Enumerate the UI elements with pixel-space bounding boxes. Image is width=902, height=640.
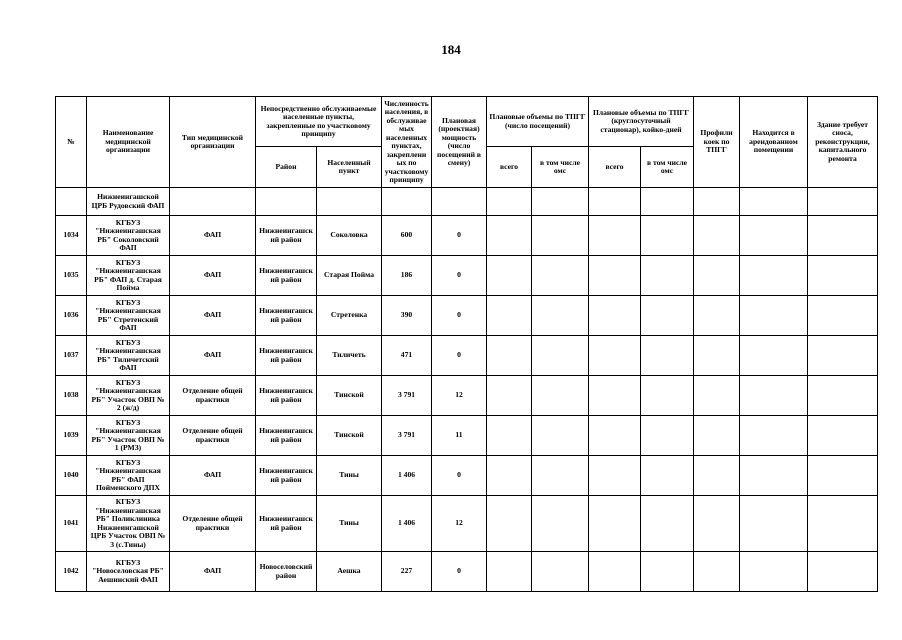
empty-cell bbox=[808, 336, 878, 376]
empty-cell bbox=[740, 256, 808, 296]
empty-cell bbox=[808, 216, 878, 256]
district: Нижнеингашский район bbox=[256, 456, 317, 496]
empty-cell bbox=[641, 496, 694, 552]
table-row bbox=[56, 552, 878, 592]
org-name: Нижнеингашской ЦРБ Рудовский ФАП bbox=[87, 188, 170, 216]
empty-cell bbox=[589, 336, 641, 376]
empty-cell bbox=[694, 296, 740, 336]
row-number: 1035 bbox=[56, 256, 87, 296]
empty-cell bbox=[808, 416, 878, 456]
empty-cell bbox=[641, 416, 694, 456]
empty-cell bbox=[694, 256, 740, 296]
empty-cell bbox=[589, 376, 641, 416]
org-type: Отделение общей практики bbox=[170, 376, 256, 416]
empty-cell bbox=[808, 296, 878, 336]
org-name: КГБУЗ "Нижнеингашская РБ" ФАП Пойменского ДПХ bbox=[87, 456, 170, 496]
header-rented: Находится в арендованном помещении bbox=[740, 97, 808, 188]
settlement: Тины bbox=[317, 456, 382, 496]
empty-cell bbox=[740, 416, 808, 456]
empty-cell bbox=[487, 416, 532, 456]
empty-cell bbox=[641, 456, 694, 496]
empty-cell bbox=[808, 256, 878, 296]
header-district: Район bbox=[256, 147, 317, 188]
row-number: 1034 bbox=[56, 216, 87, 256]
org-name: КГБУЗ "Нижнеингашская РБ" Поликлиника Нижнеингашской ЦРБ Участок ОВП № 3 (с.Тины) bbox=[87, 496, 170, 552]
table-row bbox=[56, 336, 878, 376]
table-row bbox=[56, 376, 878, 416]
empty-cell bbox=[641, 552, 694, 592]
population: 600 bbox=[382, 216, 432, 256]
population: 390 bbox=[382, 296, 432, 336]
empty-cell bbox=[487, 216, 532, 256]
org-name: КГБУЗ "Нижнеингашская РБ" Стретенский ФАП bbox=[87, 296, 170, 336]
capacity: 0 bbox=[432, 456, 487, 496]
settlement: Старая Пойма bbox=[317, 256, 382, 296]
district: Нижнеингашский район bbox=[256, 216, 317, 256]
empty-cell bbox=[641, 336, 694, 376]
row-number: 1037 bbox=[56, 336, 87, 376]
settlement: Аешка bbox=[317, 552, 382, 592]
empty-cell bbox=[641, 216, 694, 256]
empty-cell bbox=[740, 216, 808, 256]
header-inpatient-total: всего bbox=[589, 147, 641, 188]
header-name: Наименование медицинской организации bbox=[87, 97, 170, 188]
empty-cell bbox=[487, 552, 532, 592]
empty-cell bbox=[808, 552, 878, 592]
population: 227 bbox=[382, 552, 432, 592]
district: Нижнеингашский район bbox=[256, 496, 317, 552]
capacity: 0 bbox=[432, 336, 487, 376]
empty-cell bbox=[641, 296, 694, 336]
empty-cell bbox=[532, 216, 589, 256]
population: 3 791 bbox=[382, 376, 432, 416]
empty-cell bbox=[641, 376, 694, 416]
empty-cell bbox=[589, 256, 641, 296]
header-outpatient-volume: Плановые объемы по ТПГГ (число посещений) bbox=[487, 97, 589, 147]
empty-cell bbox=[808, 456, 878, 496]
header-repair: Здание требует сноса, реконструкции, капитального ремонта bbox=[808, 97, 878, 188]
header-inpatient-volume: Плановые объемы по ТПГГ (круглосуточный стационар), койко-дней bbox=[589, 97, 694, 147]
header-type: Тип медицинской организации bbox=[170, 97, 256, 188]
capacity: 12 bbox=[432, 376, 487, 416]
empty-cell bbox=[487, 376, 532, 416]
district: Нижнеингашский район bbox=[256, 416, 317, 456]
capacity: 0 bbox=[432, 216, 487, 256]
settlement: Тины bbox=[317, 496, 382, 552]
empty-cell bbox=[694, 552, 740, 592]
org-name: КГБУЗ "Нижнеингашская РБ" Тиличетский ФАП bbox=[87, 336, 170, 376]
header-settlement: Населенный пункт bbox=[317, 147, 382, 188]
facilities-table bbox=[55, 96, 878, 592]
table-row bbox=[56, 456, 878, 496]
capacity: 0 bbox=[432, 296, 487, 336]
org-type: Отделение общей практики bbox=[170, 496, 256, 552]
header-outpatient-total: всего bbox=[487, 147, 532, 188]
table-row bbox=[56, 496, 878, 552]
header-capacity: Плановая (проектная) мощность (число посещений в смену) bbox=[432, 97, 487, 188]
header-inpatient-oms: в том числе омс bbox=[641, 147, 694, 188]
empty-cell bbox=[589, 552, 641, 592]
empty-cell bbox=[694, 336, 740, 376]
org-name: КГБУЗ "Нижнеингашская РБ" Участок ОВП № 1 (РМЗ) bbox=[87, 416, 170, 456]
district: Новоселовский район bbox=[256, 552, 317, 592]
org-type: ФАП bbox=[170, 256, 256, 296]
org-name: КГБУЗ "Новоселовская РБ" Аешинский ФАП bbox=[87, 552, 170, 592]
population: 1 406 bbox=[382, 456, 432, 496]
settlement: Соколовка bbox=[317, 216, 382, 256]
row-number: 1040 bbox=[56, 456, 87, 496]
empty-cell bbox=[589, 296, 641, 336]
table-row-continued bbox=[56, 188, 878, 216]
empty-cell bbox=[740, 456, 808, 496]
district: Нижнеингашский район bbox=[256, 376, 317, 416]
empty-cell bbox=[487, 496, 532, 552]
empty-cell bbox=[694, 376, 740, 416]
empty-cell bbox=[589, 216, 641, 256]
header-attached-settlements: Непосредственно обслуживаемые населенные пункты, закрепленные по участковому принципу bbox=[256, 97, 382, 147]
empty-cell bbox=[589, 456, 641, 496]
empty-cell bbox=[740, 496, 808, 552]
org-type: Отделение общей практики bbox=[170, 416, 256, 456]
row-number: 1036 bbox=[56, 296, 87, 336]
header-num: № bbox=[56, 97, 87, 188]
settlement: Тинской bbox=[317, 416, 382, 456]
table-row bbox=[56, 416, 878, 456]
header-outpatient-oms: в том числе омс bbox=[532, 147, 589, 188]
row-number: 1042 bbox=[56, 552, 87, 592]
empty-cell bbox=[589, 496, 641, 552]
empty-cell bbox=[532, 496, 589, 552]
org-type: ФАП bbox=[170, 552, 256, 592]
empty-cell bbox=[740, 552, 808, 592]
header-row-top bbox=[56, 97, 878, 147]
org-type: ФАП bbox=[170, 296, 256, 336]
population: 471 bbox=[382, 336, 432, 376]
capacity: 0 bbox=[432, 552, 487, 592]
empty-cell bbox=[694, 456, 740, 496]
empty-cell bbox=[740, 336, 808, 376]
org-name: КГБУЗ "Нижнеингашская РБ" Участок ОВП № 2 (ж/д) bbox=[87, 376, 170, 416]
empty-cell bbox=[532, 376, 589, 416]
row-number: 1038 bbox=[56, 376, 87, 416]
empty-cell bbox=[532, 256, 589, 296]
district: Нижнеингашский район bbox=[256, 336, 317, 376]
empty-cell bbox=[532, 416, 589, 456]
capacity: 11 bbox=[432, 416, 487, 456]
empty-cell bbox=[694, 416, 740, 456]
org-name: КГБУЗ "Нижнеингашская РБ" ФАП д. Старая Пойма bbox=[87, 256, 170, 296]
empty-cell bbox=[487, 336, 532, 376]
table-row bbox=[56, 216, 878, 256]
empty-cell bbox=[740, 296, 808, 336]
capacity: 12 bbox=[432, 496, 487, 552]
empty-cell bbox=[532, 456, 589, 496]
empty-cell bbox=[694, 216, 740, 256]
population: 186 bbox=[382, 256, 432, 296]
population: 3 791 bbox=[382, 416, 432, 456]
empty-cell bbox=[641, 256, 694, 296]
empty-cell bbox=[808, 496, 878, 552]
empty-cell bbox=[740, 376, 808, 416]
settlement: Стретенка bbox=[317, 296, 382, 336]
district: Нижнеингашский район bbox=[256, 296, 317, 336]
settlement: Тиличеть bbox=[317, 336, 382, 376]
empty-cell bbox=[589, 416, 641, 456]
table-row bbox=[56, 256, 878, 296]
empty-cell bbox=[694, 496, 740, 552]
org-type: ФАП bbox=[170, 216, 256, 256]
org-type: ФАП bbox=[170, 336, 256, 376]
row-number: 1039 bbox=[56, 416, 87, 456]
empty-cell bbox=[487, 296, 532, 336]
table-row bbox=[56, 296, 878, 336]
district: Нижнеингашский район bbox=[256, 256, 317, 296]
org-name: КГБУЗ "Нижнеингашская РБ" Соколовский ФАП bbox=[87, 216, 170, 256]
row-number: 1041 bbox=[56, 496, 87, 552]
empty-cell bbox=[487, 256, 532, 296]
header-population: Численность населения, в обслуживаемых населенных пунктах, закрепленных по участковому принципу bbox=[382, 97, 432, 188]
population: 1 406 bbox=[382, 496, 432, 552]
capacity: 0 bbox=[432, 256, 487, 296]
org-type: ФАП bbox=[170, 456, 256, 496]
header-bed-profiles: Профили коек по ТПГГ bbox=[694, 97, 740, 188]
settlement: Тинской bbox=[317, 376, 382, 416]
empty-cell bbox=[532, 336, 589, 376]
empty-cell bbox=[532, 296, 589, 336]
empty-cell bbox=[808, 376, 878, 416]
empty-cell bbox=[487, 456, 532, 496]
empty-cell bbox=[532, 552, 589, 592]
page-number: 184 bbox=[441, 42, 461, 57]
